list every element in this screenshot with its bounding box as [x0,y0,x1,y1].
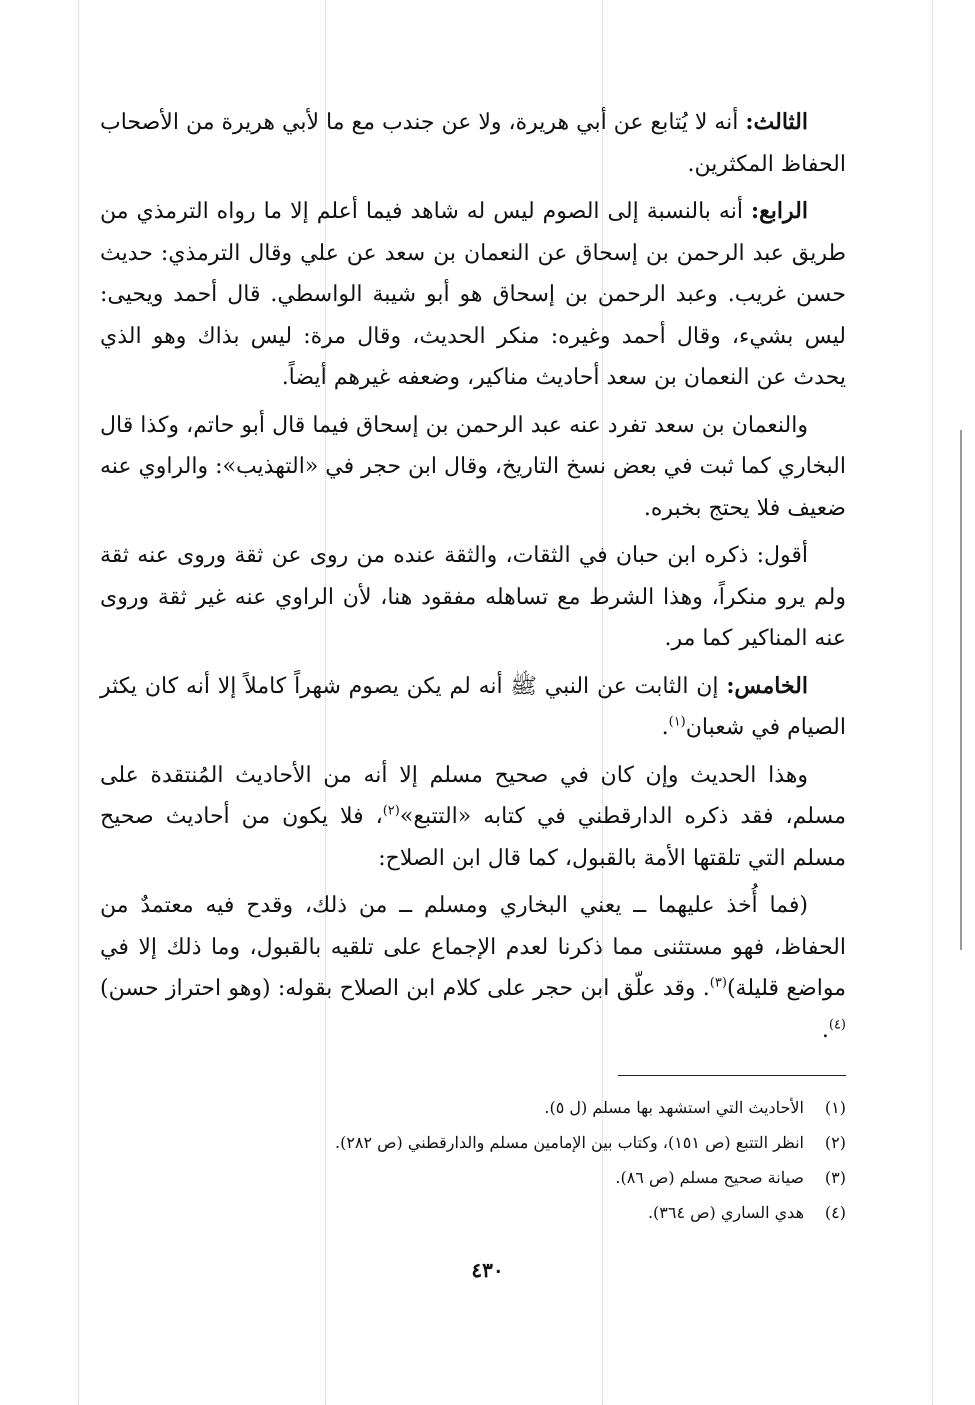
footnote-separator [618,1075,846,1076]
paragraph-text: أنه لا يُتابع عن أبي هريرة، ولا عن جندب مع ما لأبي هريرة من الأصحاب الحفاظ المكثرين. [100,110,846,177]
scan-artifact-edge [960,430,962,950]
paragraph-tail: ، فلا يكون من أحاديث صحيح مسلم التي تلقتها الأمة بالقبول، كما قال ابن الصلاح: [100,804,846,871]
footnote-ref-2[interactable]: (٢) [382,803,400,819]
footnote-ref-1[interactable]: (١) [668,714,686,730]
paragraph-lead: الرابع: [750,198,808,224]
footnote-text: الأحاديث التي استشهد بها مسلم (ل ٥). [544,1098,804,1117]
paragraph-tail: . [661,715,669,740]
paragraph-text: وهذا الحديث وإن كان في صحيح مسلم إلا أنه من الأحاديث المُنتقدة على مسلم، فقد ذكره الدارقطني في كتابه «التتبع» [100,762,846,829]
paragraph-fifth-point [100,666,846,749]
footnote-text: انظر التتبع (ص ١٥١)، وكتاب بين الإمامين مسلم والدارقطني (ص ٢٨٢). [334,1133,804,1152]
footnote-ref-4[interactable]: (٤) [828,1017,846,1033]
footnotes [100,1090,846,1230]
paragraph-ibn-salah-quote [100,885,846,1051]
paragraph-muslim-criticism [100,755,846,880]
paragraph-text: أنه بالنسبة إلى الصوم ليس له شاهد فيما أعلم إلا ما رواه الترمذي من طريق عبد الرحمن بن إسحاق عن النعمان بن سعد عن علي وقال الترمذي: حديث حسن غريب. وعبد الرحمن بن إسحاق هو أبو شيبة الواسطي. قال أحمد ويحيى: ليس بشيء، وقال أحمد وغيره: منكر الحديث، وقال مرة: ليس بذاك وهو الذي يحدث عن النعمان بن سعد أحاديث مناكير، وضعفه غيرهم أيضاً. [100,199,846,390]
main-text [100,102,846,1057]
paragraph-third-point [100,102,846,185]
footnote-item [100,1195,846,1230]
scan-artifact-line [932,0,933,1405]
footnote-ref-3[interactable]: (٣) [709,975,727,991]
footnote-number: (٣) [824,1168,846,1187]
paragraph-tail-2: . [821,1017,829,1043]
footnote-item [100,1160,846,1195]
paragraph-fourth-point [100,191,846,399]
page-number: ٤٣٠ [471,1258,504,1282]
footnote-item [100,1125,846,1160]
footnote-number: (٢) [824,1133,846,1152]
paragraph-text: إن الثابت عن النبي ﷺ أنه لم يكن يصوم شهراً كاملاً إلا أنه كان يكثر الصيام في شعبان [100,673,846,740]
paragraph-lead: الخامس: [726,672,808,699]
paragraph-text: أقول: ذكره ابن حبان في الثقات، والثقة عنده من روى عن ثقة وروى عنه ثقة ولم يرو منكراً، وهذا الشرط مع تساهله مفقود هنا، لأن الراوي عنه غير ثقة وروى عنه المناكير كما مر. [100,543,846,651]
footnote-number: (١) [824,1098,846,1117]
paragraph-text: (فما أُخذ عليهما ــ يعني البخاري ومسلم ــ من ذلك، وقدح فيه معتمدٌ من الحفاظ، فهو مستثنى مما ذكرنا لعدم الإجماع على تلقيه بالقبول، وما ذلك إلا في مواضع قليلة) [100,893,847,1001]
footnote-text: صيانة صحيح مسلم (ص ٨٦). [615,1168,804,1187]
paragraph-text: والنعمان بن سعد تفرد عنه عبد الرحمن بن إسحاق فيما قال أبو حاتم، وكذا قال البخاري كما ثبت في بعض نسخ التاريخ، وقال ابن حجر في «التهذيب»: والراوي عنه ضعيف فلا يحتج بخبره. [100,412,846,521]
paragraph-aqoul [100,535,846,660]
footnote-text: هدي الساري (ص ٣٦٤). [647,1203,804,1222]
footnote-number: (٤) [824,1203,846,1222]
paragraph-numan [100,405,846,530]
paragraph-lead: الثالث: [745,109,808,135]
scan-artifact-line [78,0,79,1405]
footnote-item [100,1090,846,1125]
paragraph-tail: . وقد علّق ابن حجر على كلام ابن الصلاح بقوله: (وهو احتراز حسن) [100,976,710,1001]
